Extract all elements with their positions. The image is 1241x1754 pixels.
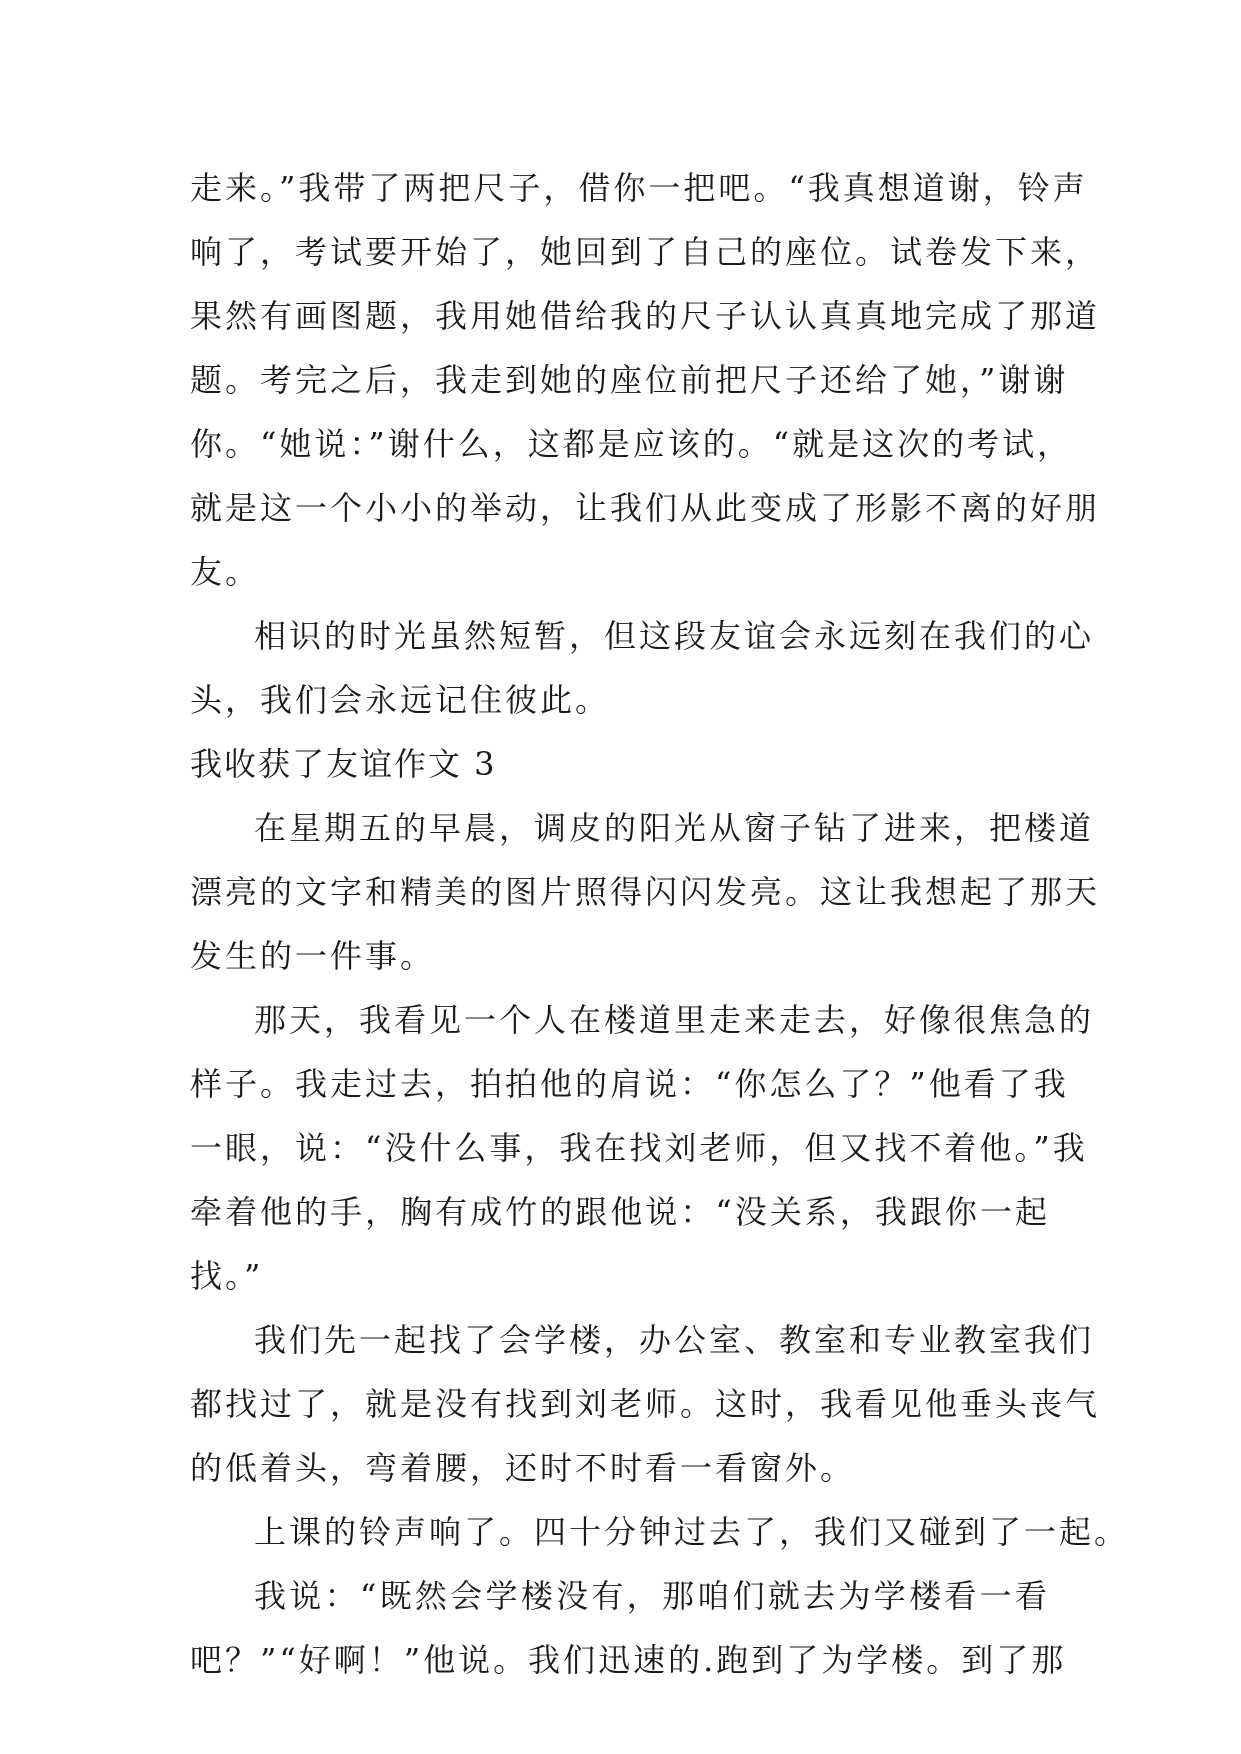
text-line: 响了，考试要开始了，她回到了自己的座位。试卷发下来， bbox=[190, 233, 1101, 271]
text-line: 在星期五的早晨，调皮的阳光从窗子钻了进来，把楼道 bbox=[254, 809, 1095, 847]
text-line: 都找过了，就是没有找到刘老师。这时，我看见他垂头丧气 bbox=[190, 1385, 1101, 1423]
text-line: 的低着头，弯着腰，还时不时看一看窗外。 bbox=[190, 1449, 856, 1487]
paragraph bbox=[190, 1564, 1067, 1692]
text-line: 样子。我走过去，拍拍他的肩说：“你怎么了？”他看了我 bbox=[190, 1065, 1069, 1103]
text-line: 发生的一件事。 bbox=[190, 937, 436, 975]
section-heading: 我收获了友谊作文 3 bbox=[190, 745, 497, 783]
paragraph bbox=[190, 604, 1095, 732]
text-line: 我说：“既然会学楼没有，那咱们就去为学楼看一看 bbox=[254, 1577, 1050, 1615]
document-body bbox=[190, 156, 1130, 1692]
text-line: 一眼，说：“没什么事，我在找刘老师，但又找不着他。”我 bbox=[190, 1129, 1088, 1167]
text-line: 找。” bbox=[190, 1257, 264, 1295]
text-line: 我们先一起找了会学楼，办公室、教室和专业教室我们 bbox=[254, 1321, 1095, 1359]
paragraph bbox=[190, 988, 1095, 1308]
text-line: 上课的铃声响了。四十分钟过去了，我们又碰到了一起。 bbox=[254, 1513, 1130, 1551]
paragraph bbox=[190, 1500, 1130, 1564]
text-line: 你。“她说：”谢什么，这都是应该的。“就是这次的考试， bbox=[190, 425, 1073, 463]
text-line: 那天，我看见一个人在楼道里走来走去，好像很焦急的 bbox=[254, 1001, 1095, 1039]
text-line: 牵着他的手，胸有成竹的跟他说：“没关系，我跟你一起 bbox=[190, 1193, 1050, 1231]
text-line: 吧？”“好啊！”他说。我们迅速的.跑到了为学楼。到了那 bbox=[190, 1641, 1067, 1679]
paragraph bbox=[190, 796, 1101, 988]
text-line: 相识的时光虽然短暂，但这段友谊会永远刻在我们的心 bbox=[254, 617, 1095, 655]
text-line: 就是这一个小小的举动，让我们从此变成了形影不离的好朋 bbox=[190, 489, 1101, 527]
text-line: 果然有画图题，我用她借给我的尺子认认真真地完成了那道 bbox=[190, 297, 1101, 335]
text-line: 漂亮的文字和精美的图片照得闪闪发亮。这让我想起了那天 bbox=[190, 873, 1101, 911]
paragraph bbox=[190, 1308, 1101, 1500]
text-line: 友。 bbox=[190, 553, 261, 591]
text-line: 头，我们会永远记住彼此。 bbox=[190, 681, 611, 719]
text-line: 题。考完之后，我走到她的座位前把尺子还给了她，”谢谢 bbox=[190, 361, 1069, 399]
paragraph bbox=[190, 156, 1101, 604]
text-line: 走来。”我带了两把尺子，借你一把吧。“我真想道谢，铃声 bbox=[190, 169, 1088, 207]
